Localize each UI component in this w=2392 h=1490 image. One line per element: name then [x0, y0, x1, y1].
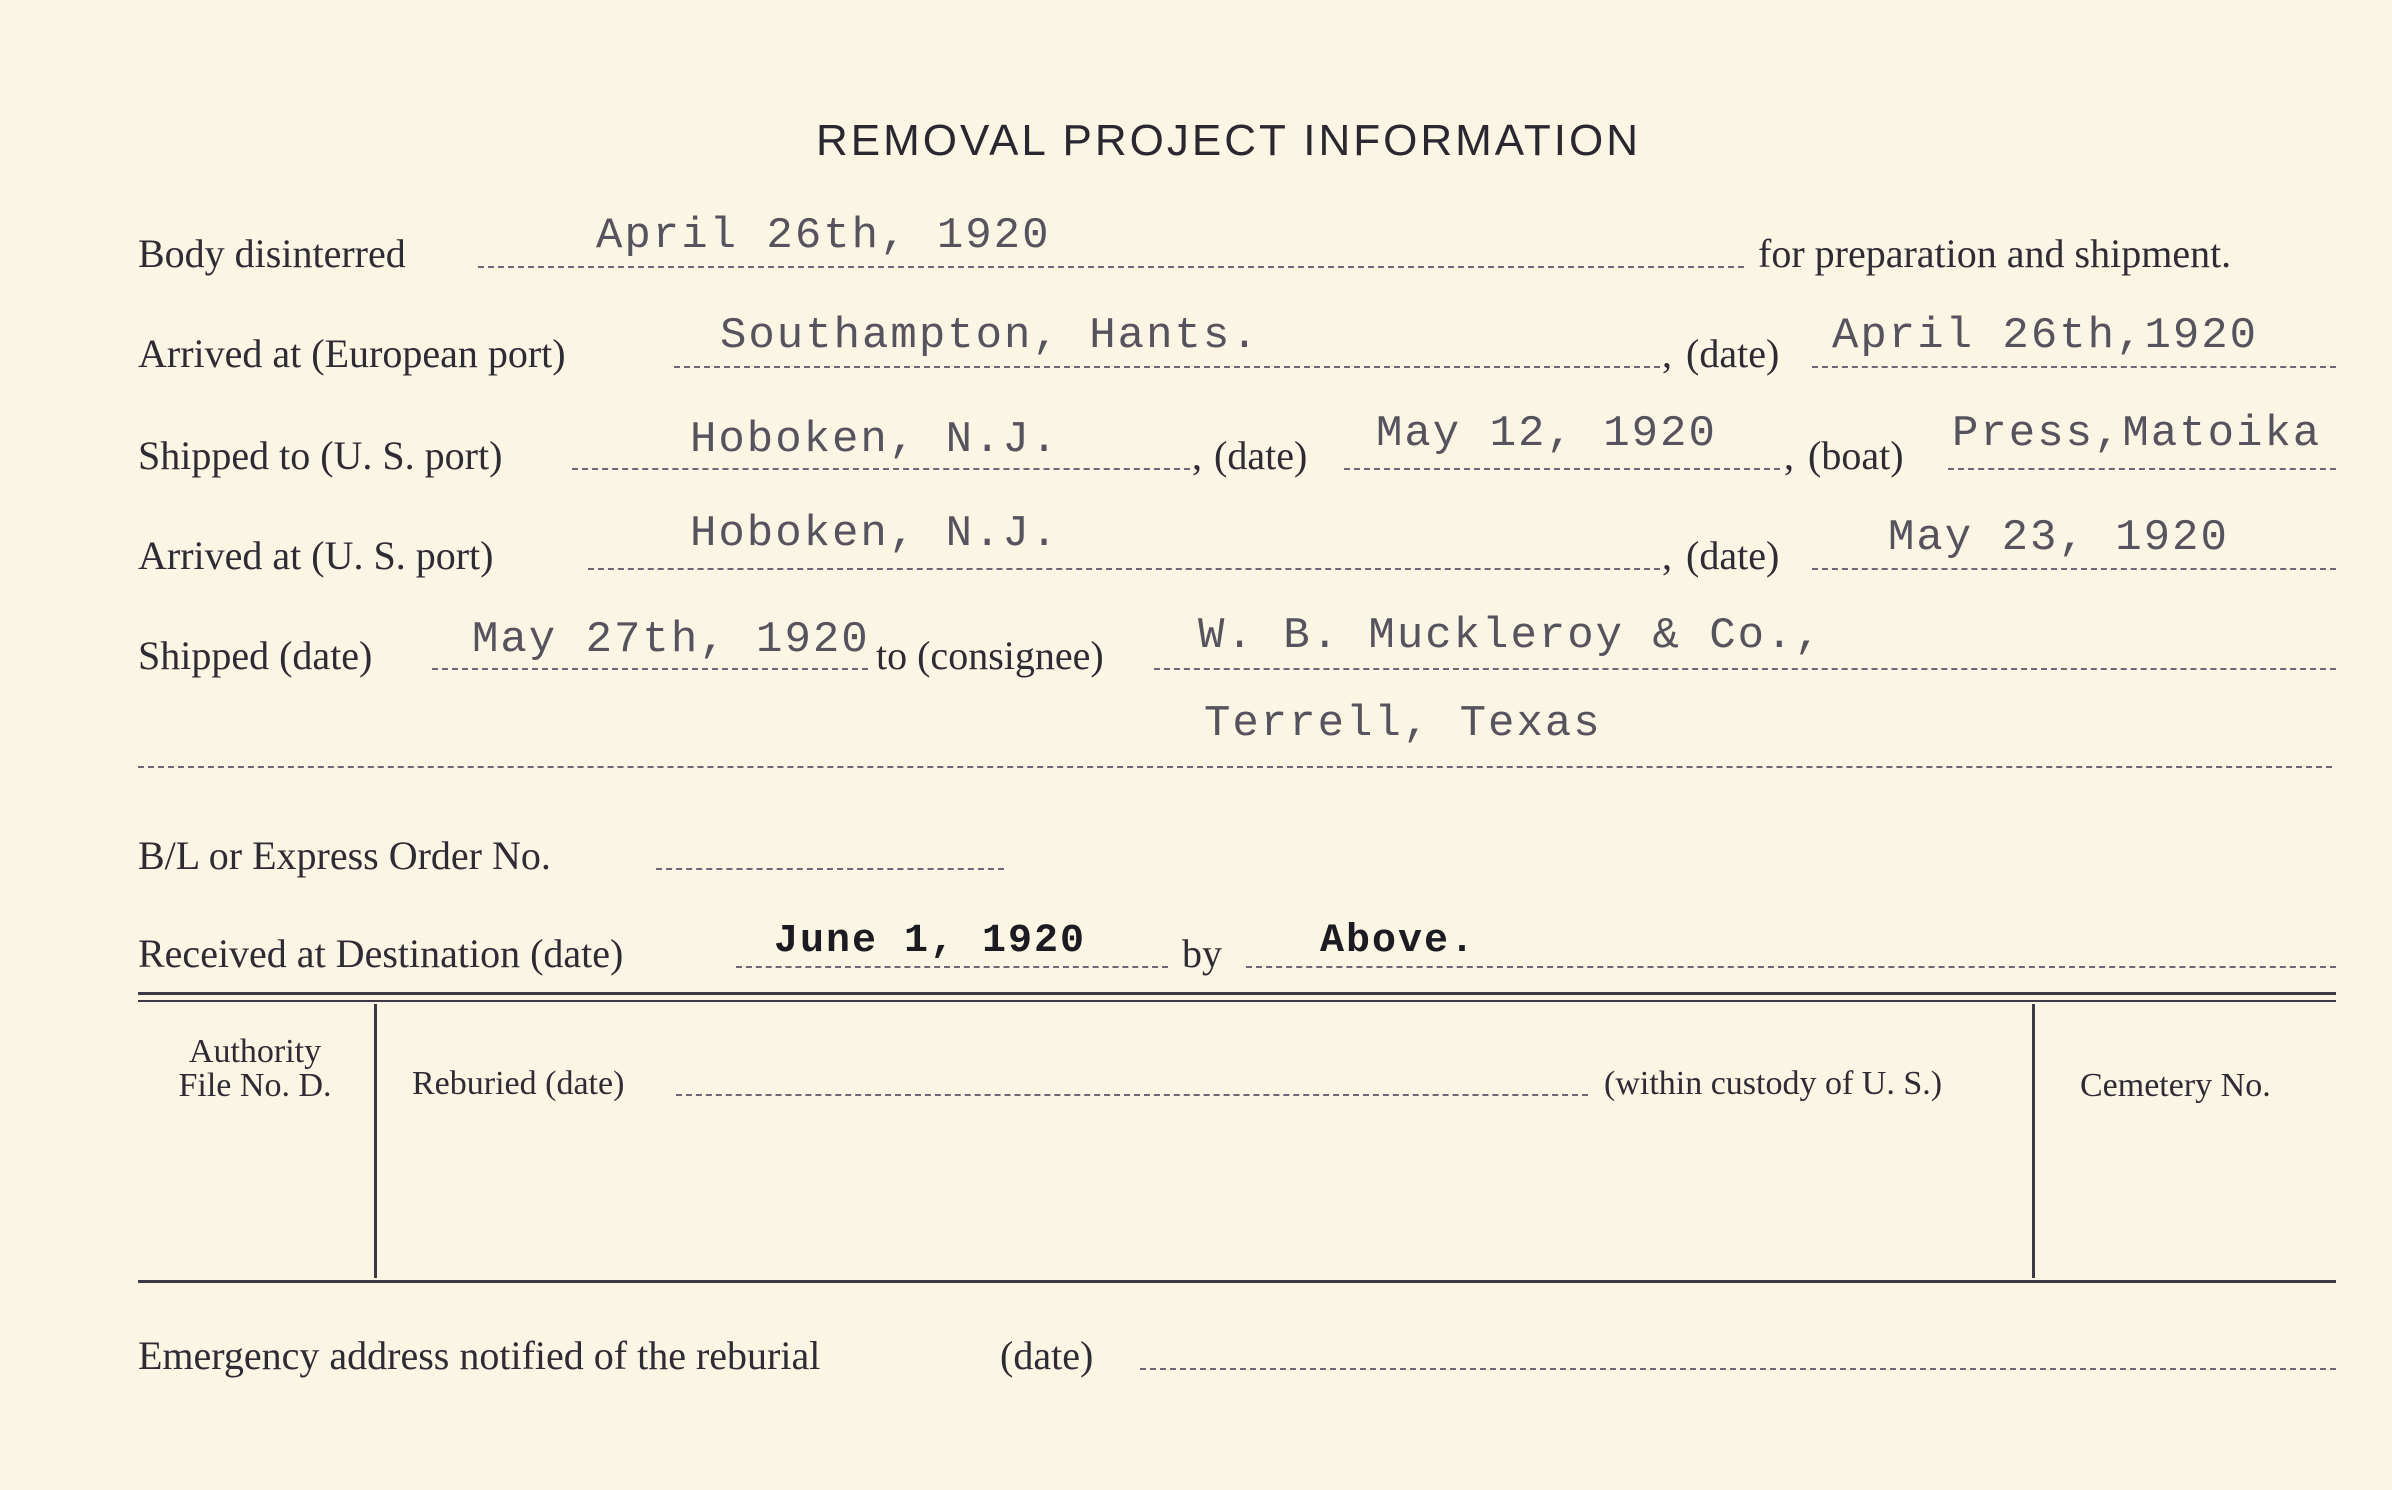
bl-label: B/L or Express Order No. [138, 833, 551, 878]
received-label: Received at Destination (date) [138, 931, 624, 976]
body-disinterred-line [478, 266, 1744, 268]
received-by-line [1246, 966, 2336, 968]
consignee-value-line2: Terrell, Texas [1204, 699, 1602, 749]
authority-label-1: Authority [188, 1033, 322, 1070]
box-bottom-rule [138, 1280, 2336, 1283]
arrived-us-date-line [1812, 568, 2336, 570]
european-date-comma-label: , [1662, 331, 1672, 376]
shipped-to-label: Shipped to (U. S. port) [138, 433, 503, 478]
reburied-label: Reburied (date) [412, 1065, 625, 1102]
european-date-value: April 26th,1920 [1832, 311, 2259, 361]
european-port-value: Southampton, Hants. [720, 311, 1260, 361]
arrived-us-port-value: Hoboken, N.J. [690, 509, 1060, 559]
box-top-rule-1 [138, 992, 2336, 995]
shipped-date-line [432, 668, 868, 670]
by-label: by [1182, 931, 1222, 976]
box-top-rule-2 [138, 1000, 2336, 1002]
european-date-label: (date) [1686, 331, 1780, 376]
arrived-us-date-value: May 23, 1920 [1888, 513, 2229, 563]
arrived-us-label: Arrived at (U. S. port) [138, 533, 494, 578]
box-divider-left [374, 1004, 377, 1278]
for-preparation-label: for preparation and shipment. [1758, 231, 2232, 276]
to-consignee-label: to (consignee) [876, 633, 1104, 678]
shipped-to-date-value: May 12, 1920 [1376, 409, 1717, 459]
emergency-label: Emergency address notified of the reburial [138, 1333, 821, 1378]
shipped-to-date-line [1344, 468, 1780, 470]
consignee-line [1154, 668, 2336, 670]
consignee-value-line1: W. B. Muckleroy & Co., [1198, 611, 1823, 661]
european-port-line [674, 366, 1660, 368]
shipped-to-port-value: Hoboken, N.J. [690, 415, 1060, 465]
shipped-date-value: May 27th, 1920 [472, 615, 870, 665]
emergency-date-line [1140, 1368, 2336, 1370]
form-title: REMOVAL PROJECT INFORMATION [816, 116, 1641, 165]
shipped-to-port-line [572, 468, 1190, 470]
shipped-date-label: Shipped (date) [138, 633, 373, 678]
authority-label-2: File No. D. [178, 1067, 332, 1104]
european-date-line [1812, 366, 2336, 368]
body-disinterred-label: Body disinterred [138, 231, 406, 276]
arrived-us-comma: , [1662, 533, 1672, 578]
emergency-date-label: (date) [1000, 1333, 1094, 1378]
boat-comma: , [1784, 433, 1794, 478]
arrived-us-date-label: (date) [1686, 533, 1780, 578]
box-divider-right [2032, 1004, 2035, 1278]
arrived-us-port-line [588, 568, 1660, 570]
boat-label: (boat) [1808, 433, 1904, 478]
boat-line [1948, 468, 2336, 470]
received-by-value: Above. [1320, 919, 1477, 964]
arrived-european-label: Arrived at (European port) [138, 331, 566, 376]
consignee-extra-line [138, 766, 2332, 768]
shipped-to-comma: , [1192, 433, 1202, 478]
body-disinterred-value: April 26th, 1920 [596, 211, 1051, 261]
received-date-value: June 1, 1920 [774, 919, 1087, 964]
reburied-date-line [676, 1094, 1588, 1096]
boat-value: Press,Matoika [1952, 409, 2322, 459]
bl-line [656, 868, 1004, 870]
shipped-to-date-label: (date) [1214, 433, 1308, 478]
received-date-line [736, 966, 1168, 968]
cemetery-label: Cemetery No. [2080, 1067, 2271, 1104]
custody-label: (within custody of U. S.) [1604, 1065, 1943, 1102]
